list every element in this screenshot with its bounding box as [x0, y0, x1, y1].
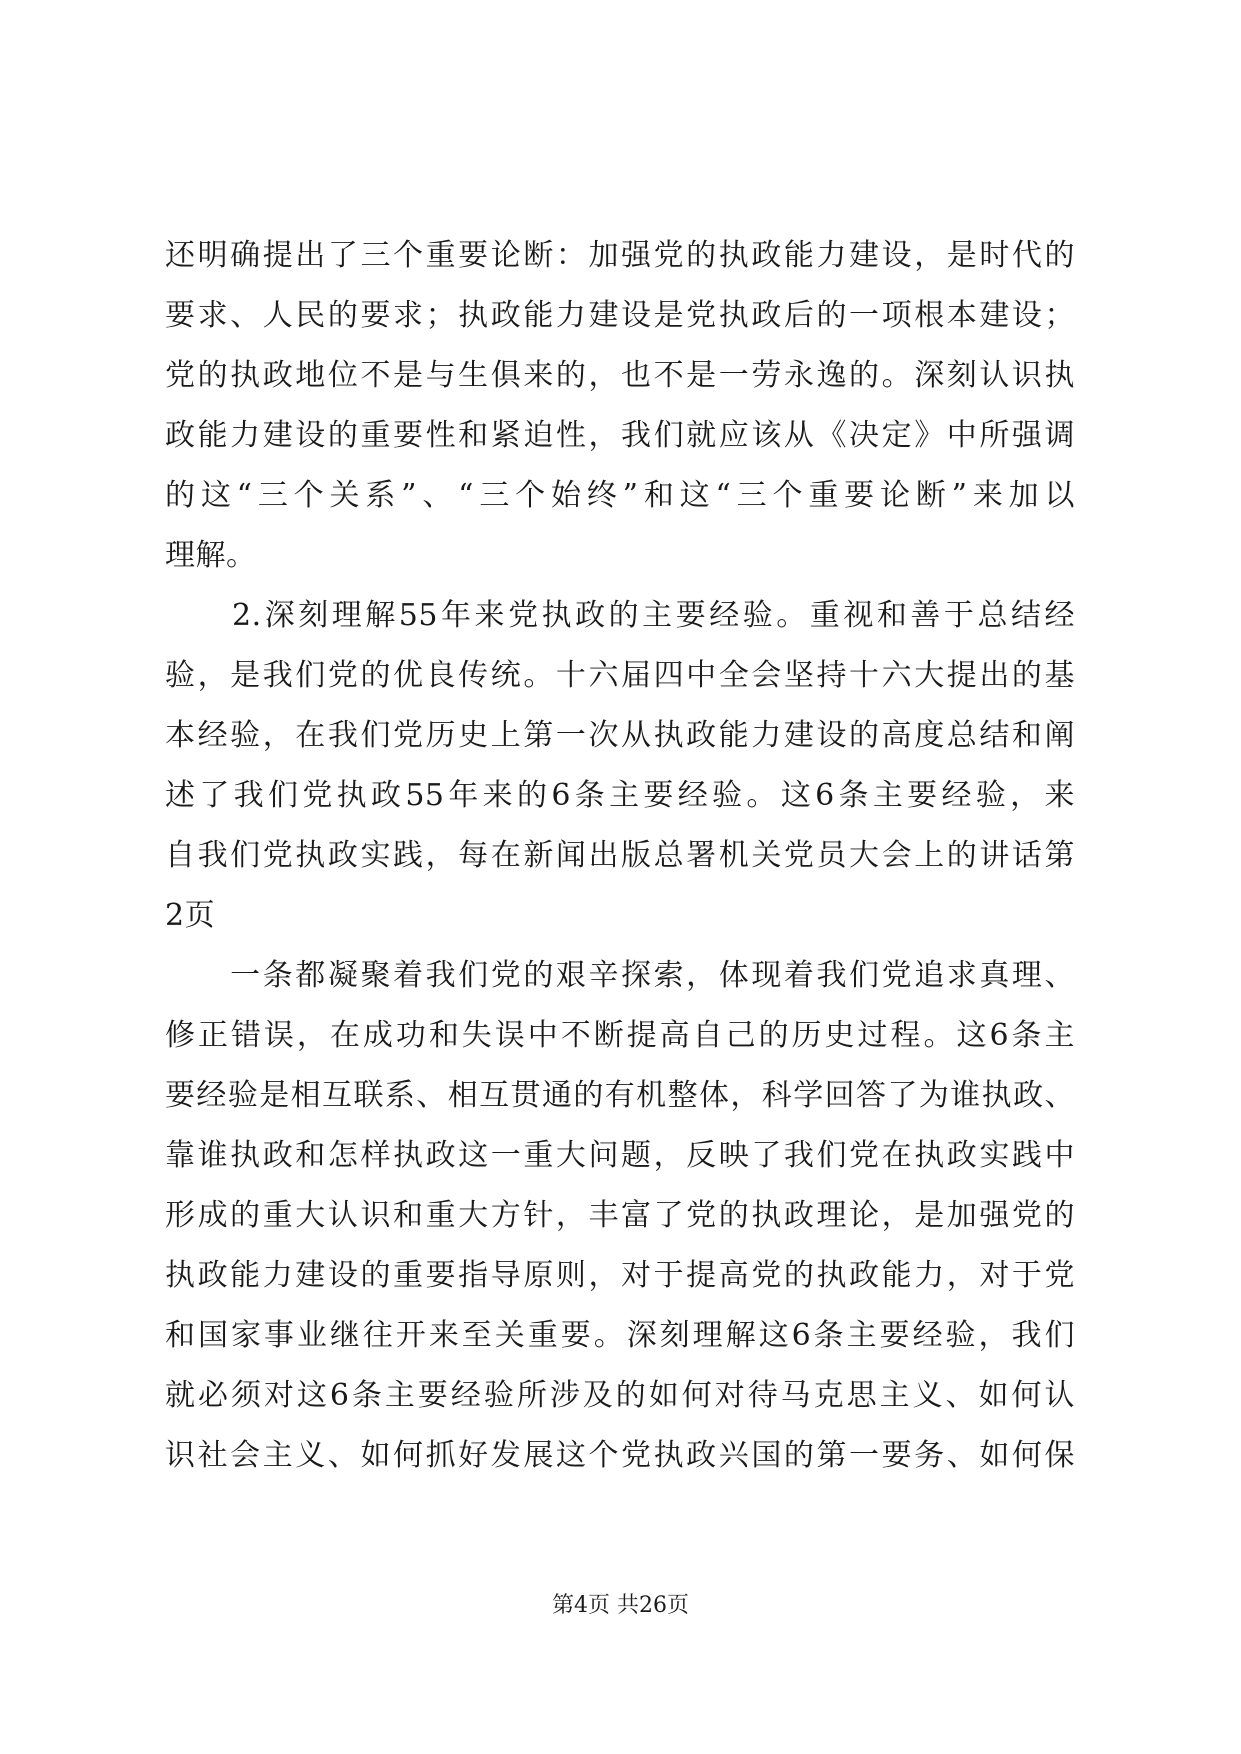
- text-line: 2页: [165, 898, 216, 933]
- page-footer: [0, 1591, 1241, 1621]
- text-line: 理解。: [165, 538, 257, 573]
- text-line: 执政能力建设的重要指导原则，对于提高党的执政能力，对于党: [165, 1258, 1075, 1293]
- text-line: 修正错误，在成功和失误中不断提高自己的历史过程。这6条主: [165, 1018, 1075, 1053]
- text-line: 要经验是相互联系、相互贯通的有机整体，科学回答了为谁执政、: [165, 1078, 1075, 1113]
- text-line: 和国家事业继往开来至关重要。深刻理解这6条主要经验，我们: [165, 1318, 1075, 1353]
- text-line: 2.深刻理解55年来党执政的主要经验。重视和善于总结经: [165, 598, 1075, 633]
- text-line: 本经验，在我们党历史上第一次从执政能力建设的高度总结和阐: [165, 718, 1075, 753]
- text-line: 述了我们党执政55年来的6条主要经验。这6条主要经验，来: [165, 778, 1075, 813]
- text-line: 靠谁执政和怎样执政这一重大问题，反映了我们党在执政实践中: [165, 1138, 1075, 1173]
- text-line: 验，是我们党的优良传统。十六届四中全会坚持十六大提出的基: [165, 658, 1075, 693]
- text-line: 自我们党执政实践，每在新闻出版总署机关党员大会上的讲话第: [165, 838, 1075, 873]
- text-line: 党的执政地位不是与生俱来的，也不是一劳永逸的。深刻认识执: [165, 358, 1075, 393]
- text-line: 就必须对这6条主要经验所涉及的如何对待马克思主义、如何认: [165, 1378, 1075, 1413]
- text-line: 的这“三个关系”、“三个始终”和这“三个重要论断”来加以: [165, 478, 1075, 513]
- text-line: 要求、人民的要求；执政能力建设是党执政后的一项根本建设；: [165, 298, 1075, 333]
- text-line: 还明确提出了三个重要论断：加强党的执政能力建设，是时代的: [165, 238, 1075, 273]
- page-number-indicator: 第4页 共26页: [552, 1593, 689, 1618]
- document-body: [165, 226, 1075, 1486]
- text-line: 识社会主义、如何抓好发展这个党执政兴国的第一要务、如何保: [165, 1438, 1075, 1473]
- text-line: 政能力建设的重要性和紧迫性，我们就应该从《决定》中所强调: [165, 418, 1075, 453]
- text-line: 形成的重大认识和重大方针，丰富了党的执政理论，是加强党的: [165, 1198, 1075, 1233]
- text-line: 一条都凝聚着我们党的艰辛探索，体现着我们党追求真理、: [165, 958, 1075, 993]
